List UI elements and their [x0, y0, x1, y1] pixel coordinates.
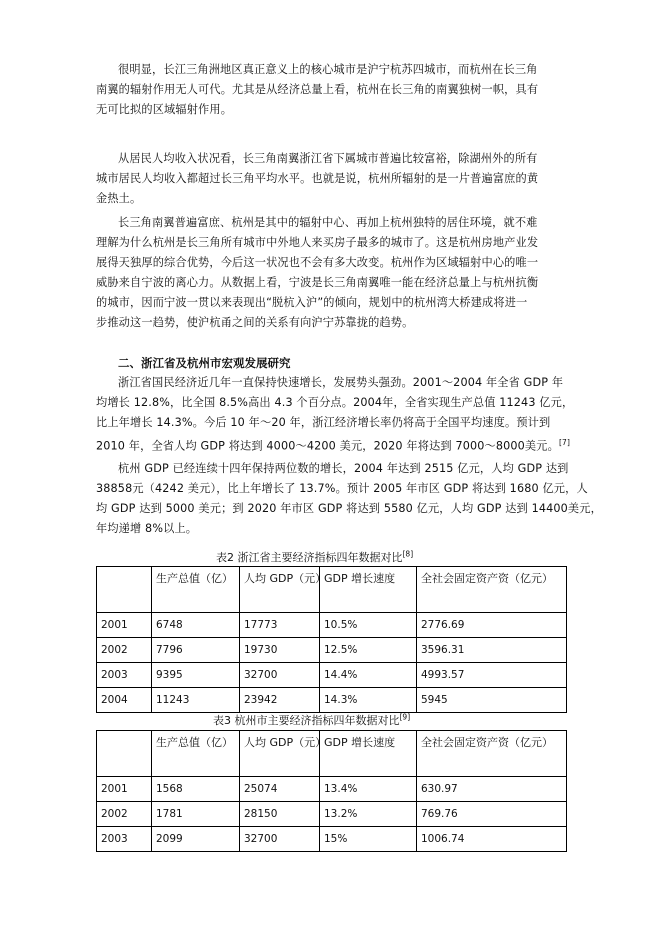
- table-cell: 6748: [152, 613, 240, 638]
- table-cell: 1781: [152, 802, 240, 827]
- table-row: [97, 802, 567, 827]
- table-cell: 15%: [320, 827, 417, 852]
- text-line: 年均递增 8%以上。: [96, 522, 198, 535]
- text-line: 步推动这一趋势，使沪杭甬之间的关系有向沪宁苏靠拢的趋势。: [96, 316, 414, 329]
- table-cell: 23942: [240, 688, 320, 713]
- text-line: 均增长 12.8%，比全国 8.5%高出 4.3 个百分点。2004年，全省实现生产总值 11243 亿元，: [96, 396, 574, 409]
- paragraph-5: [96, 459, 602, 539]
- text-line-content: 2010 年，全省人均 GDP 将达到 4000～4200 美元，2020 年将达到 7000～8000美元。: [96, 439, 559, 453]
- table-header-cell: 全社会固定资产资（亿元）: [417, 567, 567, 613]
- table-cell: 2099: [152, 827, 240, 852]
- text-line: 从居民人均收入状况看，长三角南翼浙江省下属城市普遍比较富裕，除湖州外的所有: [118, 152, 538, 165]
- table-header-cell: GDP 增长速度: [320, 567, 417, 613]
- text-line: 理解为什么杭州是长三角所有城市中外地人来买房子最多的城市了。这是杭州房地产业发: [96, 236, 539, 249]
- table-cell: 1006.74: [417, 827, 567, 852]
- table-cell: 32700: [240, 663, 320, 688]
- table-cell: 7796: [152, 638, 240, 663]
- text-line: 金热土。: [96, 192, 142, 205]
- paragraph-1: [96, 60, 566, 120]
- table-cell: 19730: [240, 638, 320, 663]
- table-cell: 2002: [97, 638, 152, 663]
- paragraph-4: [96, 373, 574, 457]
- table-cell: 2003: [97, 827, 152, 852]
- table-header-cell: GDP 增长速度: [320, 731, 417, 777]
- table-header-cell: 生产总值（亿）: [152, 731, 240, 777]
- table-cell: 630.97: [417, 777, 567, 802]
- text-line: 杭州 GDP 已经连续十四年保持两位数的增长，2004 年达到 2515 亿元，人均 GDP 达到: [118, 462, 569, 475]
- text-line: 长三角南翼普遍富庶、杭州是其中的辐射中心、再加上杭州独特的居住环境，就不难: [118, 216, 538, 229]
- table-header-cell: 生产总值（亿）: [152, 567, 240, 613]
- table-cell: 2002: [97, 802, 152, 827]
- section-heading: 二、浙江省及杭州市宏观发展研究: [118, 356, 291, 370]
- table-row: [97, 777, 567, 802]
- table-cell: 769.76: [417, 802, 567, 827]
- table2-caption-text: 表2 浙江省主要经济指标四年数据对比: [216, 551, 403, 564]
- table-cell: 9395: [152, 663, 240, 688]
- text-line: 38858元（4242 美元），比上年增长了 13.7%。预计 2005 年市区 GDP 将达到 1680 亿元，人: [96, 482, 588, 495]
- text-line: 均 GDP 达到 5000 美元；到 2020 年市区 GDP 将达到 5580 亿元，人均 GDP 达到 14400美元，: [96, 502, 602, 515]
- text-line: 无可比拟的区域辐射作用。: [96, 103, 233, 116]
- table-header-cell: 人均 GDP（元）: [240, 731, 320, 777]
- text-line: 浙江省国民经济近几年一直保持快速增长，发展势头强劲。2001～2004 年全省 GDP 年: [118, 376, 564, 389]
- table-row: [97, 688, 567, 713]
- text-line: 的城市，因而宁波一贯以来表现出“脱杭入沪”的倾向，规划中的杭州湾大桥建成将进一: [96, 296, 528, 309]
- paragraph-2: [96, 149, 566, 209]
- table-row: [97, 827, 567, 852]
- table-cell: 4993.57: [417, 663, 567, 688]
- table3-caption: [213, 712, 410, 728]
- table-header-row: [97, 731, 567, 777]
- table-cell: 14.3%: [320, 688, 417, 713]
- citation-ref: [8]: [402, 549, 414, 559]
- text-line: 很明显，长江三角洲地区真正意义上的核心城市是沪宁杭苏四城市，而杭州在长三角: [118, 63, 538, 76]
- table-cell: 2004: [97, 688, 152, 713]
- table-cell: 5945: [417, 688, 567, 713]
- table-cell: 11243: [152, 688, 240, 713]
- citation-ref: [7]: [558, 438, 571, 447]
- table2: [96, 566, 567, 713]
- table2-caption: [216, 549, 413, 565]
- table-cell: 2001: [97, 613, 152, 638]
- table-cell: 2001: [97, 777, 152, 802]
- table3: [96, 730, 567, 852]
- table-cell: 25074: [240, 777, 320, 802]
- citation-ref: [9]: [399, 712, 411, 722]
- table-cell: 12.5%: [320, 638, 417, 663]
- paragraph-3: [96, 213, 566, 333]
- table-cell: 13.2%: [320, 802, 417, 827]
- text-line: 展得天独厚的综合优势，今后这一状况也不会有多大改变。杭州作为区域辐射中心的唯一: [96, 256, 539, 269]
- table3-caption-text: 表3 杭州市主要经济指标四年数据对比: [213, 714, 400, 727]
- table-header-cell: 人均 GDP（元）: [240, 567, 320, 613]
- table-cell: 28150: [240, 802, 320, 827]
- text-line: 城市居民人均收入都超过长三角平均水平。也就是说，杭州所辐射的是一片普遍富庶的黄: [96, 172, 539, 185]
- table-header-row: [97, 567, 567, 613]
- table-cell: 2776.69: [417, 613, 567, 638]
- table-cell: 1568: [152, 777, 240, 802]
- table-cell: 14.4%: [320, 663, 417, 688]
- table-cell: 17773: [240, 613, 320, 638]
- table-row: [97, 663, 567, 688]
- table-row: [97, 613, 567, 638]
- table-header-cell: 全社会固定资产资（亿元）: [417, 731, 567, 777]
- text-line: 比上年增长 14.3%。今后 10 年～20 年，浙江经济增长率仍将高于全国平均速度。预计到: [96, 416, 551, 429]
- table-cell: 32700: [240, 827, 320, 852]
- table-header-cell: [97, 567, 152, 613]
- table-cell: 2003: [97, 663, 152, 688]
- text-line: 南翼的辐射作用无人可代。尤其是从经济总量上看，杭州在长三角的南翼独树一帜，具有: [96, 83, 539, 96]
- table-row: [97, 638, 567, 663]
- table-cell: 10.5%: [320, 613, 417, 638]
- table-cell: 3596.31: [417, 638, 567, 663]
- table-header-cell: [97, 731, 152, 777]
- text-line: [96, 433, 571, 457]
- table-cell: 13.4%: [320, 777, 417, 802]
- text-line: 威胁来自宁波的离心力。从数据上看，宁波是长三角南翼唯一能在经济总量上与杭州抗衡: [96, 276, 539, 289]
